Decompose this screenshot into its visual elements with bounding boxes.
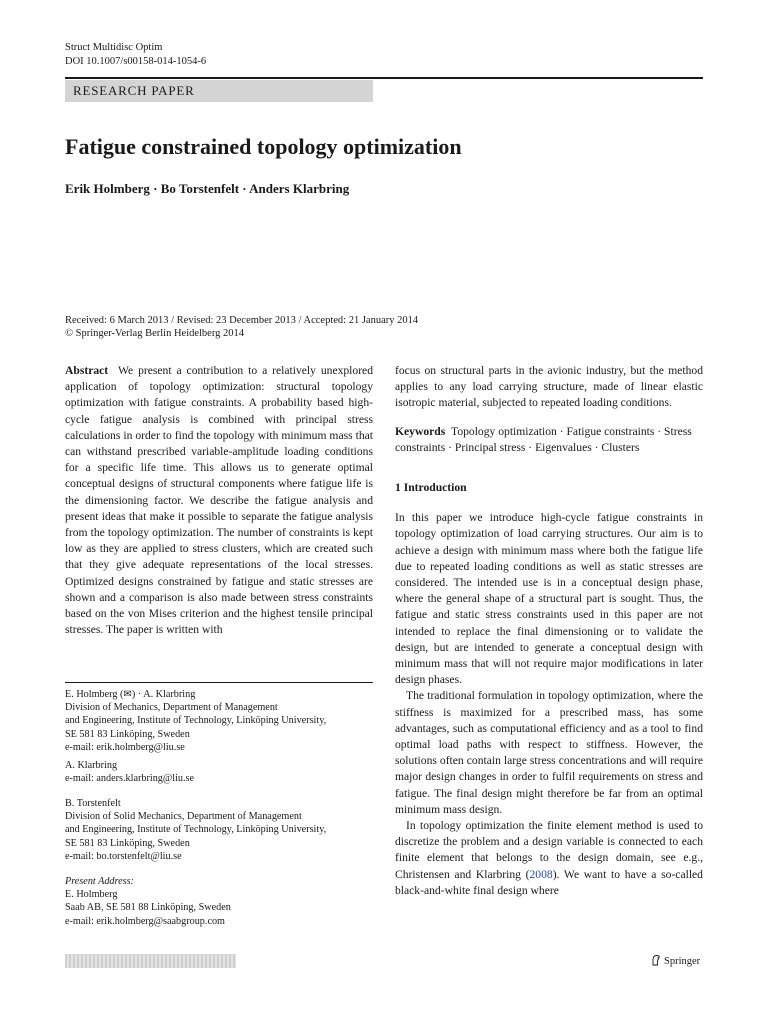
right-column <box>395 363 703 899</box>
intro-paragraph-3 <box>395 818 703 899</box>
footer-barcode-strip <box>65 954 236 968</box>
abstract <box>65 363 373 638</box>
intro-paragraph-2: The traditional formulation in topology optimization, where the stiffness is maximized for a prescribed mass, has some advantages, such as computational efficiency and as a tool to find optimal load paths with respect to stiffness. However, the solutions often contain large stress concentrations and will require major design changes in order to fulfil requirements on stress and fatigue. The final design might therefore be far from an optimal minimum mass design. <box>395 689 703 816</box>
section-banner <box>65 80 373 102</box>
header-rule <box>65 77 703 79</box>
doi: DOI 10.1007/s00158-014-1054-6 <box>65 56 207 67</box>
affiliation-line: E. Holmberg (✉) · A. Klarbring <box>65 689 196 700</box>
author-list: Erik Holmberg · Bo Torstenfelt · Anders Klarbring <box>65 181 350 196</box>
email-klarbring: e-mail: anders.klarbring@liu.se <box>65 773 195 785</box>
section-heading-introduction: 1 Introduction <box>395 481 467 495</box>
email-holmberg: e-mail: erik.holmberg@liu.se <box>65 741 185 753</box>
springer-horse-icon <box>651 954 661 966</box>
received-dates: Received: 6 March 2013 / Revised: 23 December 2013 / Accepted: 21 January 2014 <box>65 315 419 326</box>
publication-dates <box>65 314 418 340</box>
publisher-name: Springer <box>664 956 701 967</box>
email-torstenfelt: e-mail: bo.torstenfelt@liu.se <box>65 850 182 862</box>
email-saab: e-mail: erik.holmberg@saabgroup.com <box>65 915 225 927</box>
section-label: RESEARCH PAPER <box>73 83 195 98</box>
abstract-label: Abstract <box>65 364 109 377</box>
affiliation-line: SE 581 83 Linköping, Sweden <box>65 728 190 740</box>
abstract-text: We present a contribution to a relatively unexplored application of topology optimization: structural topology optimization with fatigue constraints. A probability based high-cycle fatigue analysis is combined with principal stress calculations in order to find the topology with minimum mass that can withstand prescribed variable-amplitude loading conditions for a specific life time. This allows us to generate optimal conceptual designs of structural components where fatigue life is the dimensioning factor. We describe the fatigue analysis and present ideas that make it possible to separate the fatigue analysis from the topology optimization. The number of constraints is kept low as they are applied to stress clusters, which are created such that they give adequate representations of the local stresses. Optimized designs constrained by fatigue and static stresses are shown and a comparison is also made between stress constraints based on the von Mises criterion and the highest tensile principal stresses. The paper is written with <box>65 364 373 637</box>
affiliation-line: A. Klarbring <box>65 760 118 771</box>
present-address <box>65 875 373 928</box>
abstract-continued: focus on structural parts in the avionic industry, but the method applies to any load carrying structure, made of linear elastic isotropic material, subjected to repeated loading conditions. <box>395 364 703 410</box>
footnote-rule <box>65 682 373 683</box>
present-address-label: Present Address: <box>65 876 134 887</box>
affiliation-line: E. Holmberg <box>65 889 118 901</box>
affiliation-line: Division of Mechanics, Department of Management <box>65 702 278 714</box>
journal-name: Struct Multidisc Optim <box>65 42 163 53</box>
copyright: © Springer-Verlag Berlin Heidelberg 2014 <box>65 328 245 339</box>
affiliation-torstenfelt <box>65 797 373 863</box>
intro-paragraph-3-text: In topology optimization the finite element method is used to discretize the problem and a design variable is connected to each finite element that belongs to the design domain, see e.g., Christensen and Klarbring ( <box>395 819 703 881</box>
paper-title: Fatigue constrained topology optimization <box>65 134 462 159</box>
affiliation-line: Division of Solid Mechanics, Department of Management <box>65 811 302 823</box>
affiliation-line: and Engineering, Institute of Technology, Linköping University, <box>65 824 327 836</box>
affiliation-klarbring <box>65 759 373 785</box>
keywords-label: Keywords <box>395 424 446 438</box>
keywords <box>395 424 703 456</box>
affiliation-line: SE 581 83 Linköping, Sweden <box>65 837 190 849</box>
publisher-logo <box>651 954 700 967</box>
intro-paragraph-3-tail: ). We want to have a so-called black-and-white final design where <box>395 867 703 897</box>
affiliation-line: B. Torstenfelt <box>65 798 121 809</box>
citation-link[interactable]: 2008 <box>529 867 553 881</box>
keywords-text: Topology optimization · Fatigue constraints · Stress constraints · Principal stress · Eigenvalues · Clusters <box>395 424 692 454</box>
intro-paragraph-1: In this paper we introduce high-cycle fatigue constraints in topology optimization of load carrying structures. Our aim is to achieve a design with minimum mass where both the fatigue life due to repeated loading conditions as well as static stresses are considered. The intended use is in a conceptual design phase, where the general shape of a structural part is sought. Thus, the fatigue and static stress constraints used in this paper are not intended to replace the final dimensioning or to validate the design, but are intended to generate a conceptual design with minimum mass that will not require major modifications in later design phases. <box>395 511 703 687</box>
affiliation-holmberg-klarbring <box>65 688 373 754</box>
affiliation-line: and Engineering, Institute of Technology, Linköping University, <box>65 715 327 727</box>
affiliation-line: Saab AB, SE 581 88 Linköping, Sweden <box>65 902 231 914</box>
